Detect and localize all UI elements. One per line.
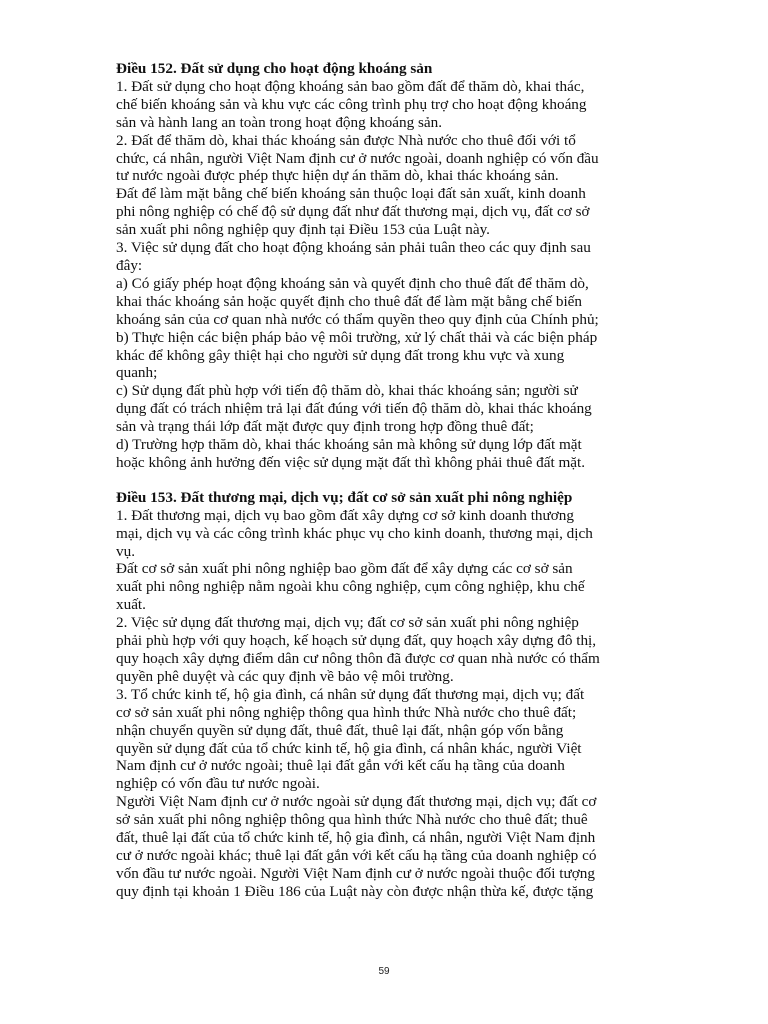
text-line: 1. Đất thương mại, dịch vụ bao gồm đất xây dựng cơ sở kinh doanh thương <box>116 506 574 524</box>
text-line: cư ở nước ngoài khác; thuê lại đất gắn với kết cấu hạ tầng của doanh nghiệp có <box>116 846 597 864</box>
text-line: xuất. <box>116 596 146 614</box>
text-line: Người Việt Nam định cư ở nước ngoài sử dụng đất thương mại, dịch vụ; đất cơ <box>116 793 597 811</box>
text-line: quy hoạch xây dựng điểm dân cư nông thôn đã được cơ quan nhà nước có thẩm <box>116 650 600 667</box>
text-line: phi nông nghiệp có chế độ sử dụng đất như đất thương mại, dịch vụ, đất cơ sở <box>116 203 590 221</box>
text-line: xuất phi nông nghiệp nằm ngoài khu công nghiệp, cụm công nghiệp, khu chế <box>116 578 585 596</box>
text-line: 2. Việc sử dụng đất thương mại, dịch vụ; đất cơ sở sản xuất phi nông nghiệp <box>116 614 579 632</box>
text-line: 2. Đất để thăm dò, khai thác khoáng sản được Nhà nước cho thuê đối với tổ <box>116 131 576 149</box>
text-line: d) Trường hợp thăm dò, khai thác khoáng sản mà không sử dụng lớp đất mặt <box>116 436 582 454</box>
text-line: Nam định cư ở nước ngoài; thuê lại đất gắn với kết cấu hạ tầng của doanh <box>116 757 565 775</box>
article-152 <box>116 60 656 472</box>
text-line: nhận chuyển quyền sử dụng đất, thuê đất, thuê lại đất, nhận góp vốn bằng <box>116 721 564 739</box>
text-line: khoáng sản của cơ quan nhà nước có thẩm quyền theo quy định của Chính phủ; <box>116 310 599 328</box>
text-line: quyền phê duyệt và các quy định về bảo vệ môi trường. <box>116 667 454 685</box>
text-line: Đất cơ sở sản xuất phi nông nghiệp bao gồm đất để xây dựng các cơ sở sản <box>116 560 573 578</box>
text-line: quy định tại khoản 1 Điều 186 của Luật này còn được nhận thừa kế, được tặng <box>116 882 594 900</box>
text-line: vụ. <box>116 542 135 560</box>
text-line: a) Có giấy phép hoạt động khoáng sản và quyết định cho thuê đất để thăm dò, <box>116 274 589 292</box>
text-line: tư nước ngoài được phép thực hiện dự án thăm dò, khai thác khoáng sản. <box>116 167 559 185</box>
article-153 <box>116 489 656 901</box>
text-line: dụng đất có trách nhiệm trả lại đất đúng với tiến độ thăm dò, khai thác khoáng <box>116 400 592 418</box>
text-line: Đất để làm mặt bằng chế biến khoáng sản thuộc loại đất sản xuất, kinh doanh <box>116 185 586 203</box>
text-line: khai thác khoáng sản hoặc quyết định cho thuê đất để làm mặt bằng chế biến <box>116 292 583 310</box>
text-line: 3. Việc sử dụng đất cho hoạt động khoáng sản phải tuân theo các quy định sau <box>116 239 591 257</box>
text-line: sản xuất phi nông nghiệp quy định tại Điều 153 của Luật này. <box>116 221 490 239</box>
text-line: 3. Tổ chức kinh tế, hộ gia đình, cá nhân sử dụng đất thương mại, dịch vụ; đất <box>116 685 585 703</box>
text-line: đây: <box>116 256 143 274</box>
text-line: vốn đầu tư nước ngoài. Người Việt Nam định cư ở nước ngoài thuộc đối tượng <box>116 864 595 882</box>
text-line: khác để không gây thiệt hại cho người sử dụng đất trong khu vực và xung <box>116 346 565 364</box>
text-line: hoặc không ảnh hưởng đến việc sử dụng mặt đất thì không phải thuê đất mặt. <box>116 453 586 471</box>
text-line: đất, thuê lại đất của tổ chức kinh tế, hộ gia đình, cá nhân, người Việt Nam định <box>116 829 596 847</box>
text-line: b) Thực hiện các biện pháp bảo vệ môi trường, xử lý chất thải và các biện pháp <box>116 328 598 346</box>
article-heading: Điều 152. Đất sử dụng cho hoạt động khoáng sản <box>116 60 433 77</box>
article-heading: Điều 153. Đất thương mại, dịch vụ; đất cơ sở sản xuất phi nông nghiệp <box>116 488 573 506</box>
page-number: 59 <box>378 966 390 977</box>
text-line: sản và trạng thái lớp đất mặt được quy định trong hợp đồng thuê đất; <box>116 418 534 436</box>
text-line: quyền sử dụng đất của tổ chức kinh tế, hộ gia đình, cá nhân khác, người Việt <box>116 739 582 757</box>
text-line: chế biến khoáng sản và khu vực các công trình phụ trợ cho hoạt động khoáng <box>116 95 587 113</box>
text-line: sở sản xuất phi nông nghiệp thông qua hình thức Nhà nước cho thuê đất; thuê <box>116 811 588 829</box>
text-line: 1. Đất sử dụng cho hoạt động khoáng sản bao gồm đất để thăm dò, khai thác, <box>116 77 585 95</box>
text-line: c) Sử dụng đất phù hợp với tiến độ thăm dò, khai thác khoáng sản; người sử <box>116 382 578 400</box>
text-line: nghiệp có vốn đầu tư nước ngoài. <box>116 775 320 793</box>
text-line: sản và hành lang an toàn trong hoạt động khoáng sản. <box>116 113 443 131</box>
text-line: phải phù hợp với quy hoạch, kế hoạch sử dụng đất, quy hoạch xây dựng đô thị, <box>116 632 597 650</box>
text-line: quanh; <box>116 364 158 382</box>
text-line: mại, dịch vụ và các công trình khác phục vụ cho kinh doanh, thương mại, dịch <box>116 524 593 542</box>
text-line: cơ sở sản xuất phi nông nghiệp thông qua hình thức Nhà nước cho thuê đất; <box>116 703 577 721</box>
document-page <box>116 60 656 901</box>
text-line: chức, cá nhân, người Việt Nam định cư ở nước ngoài, doanh nghiệp có vốn đầu <box>116 149 599 167</box>
